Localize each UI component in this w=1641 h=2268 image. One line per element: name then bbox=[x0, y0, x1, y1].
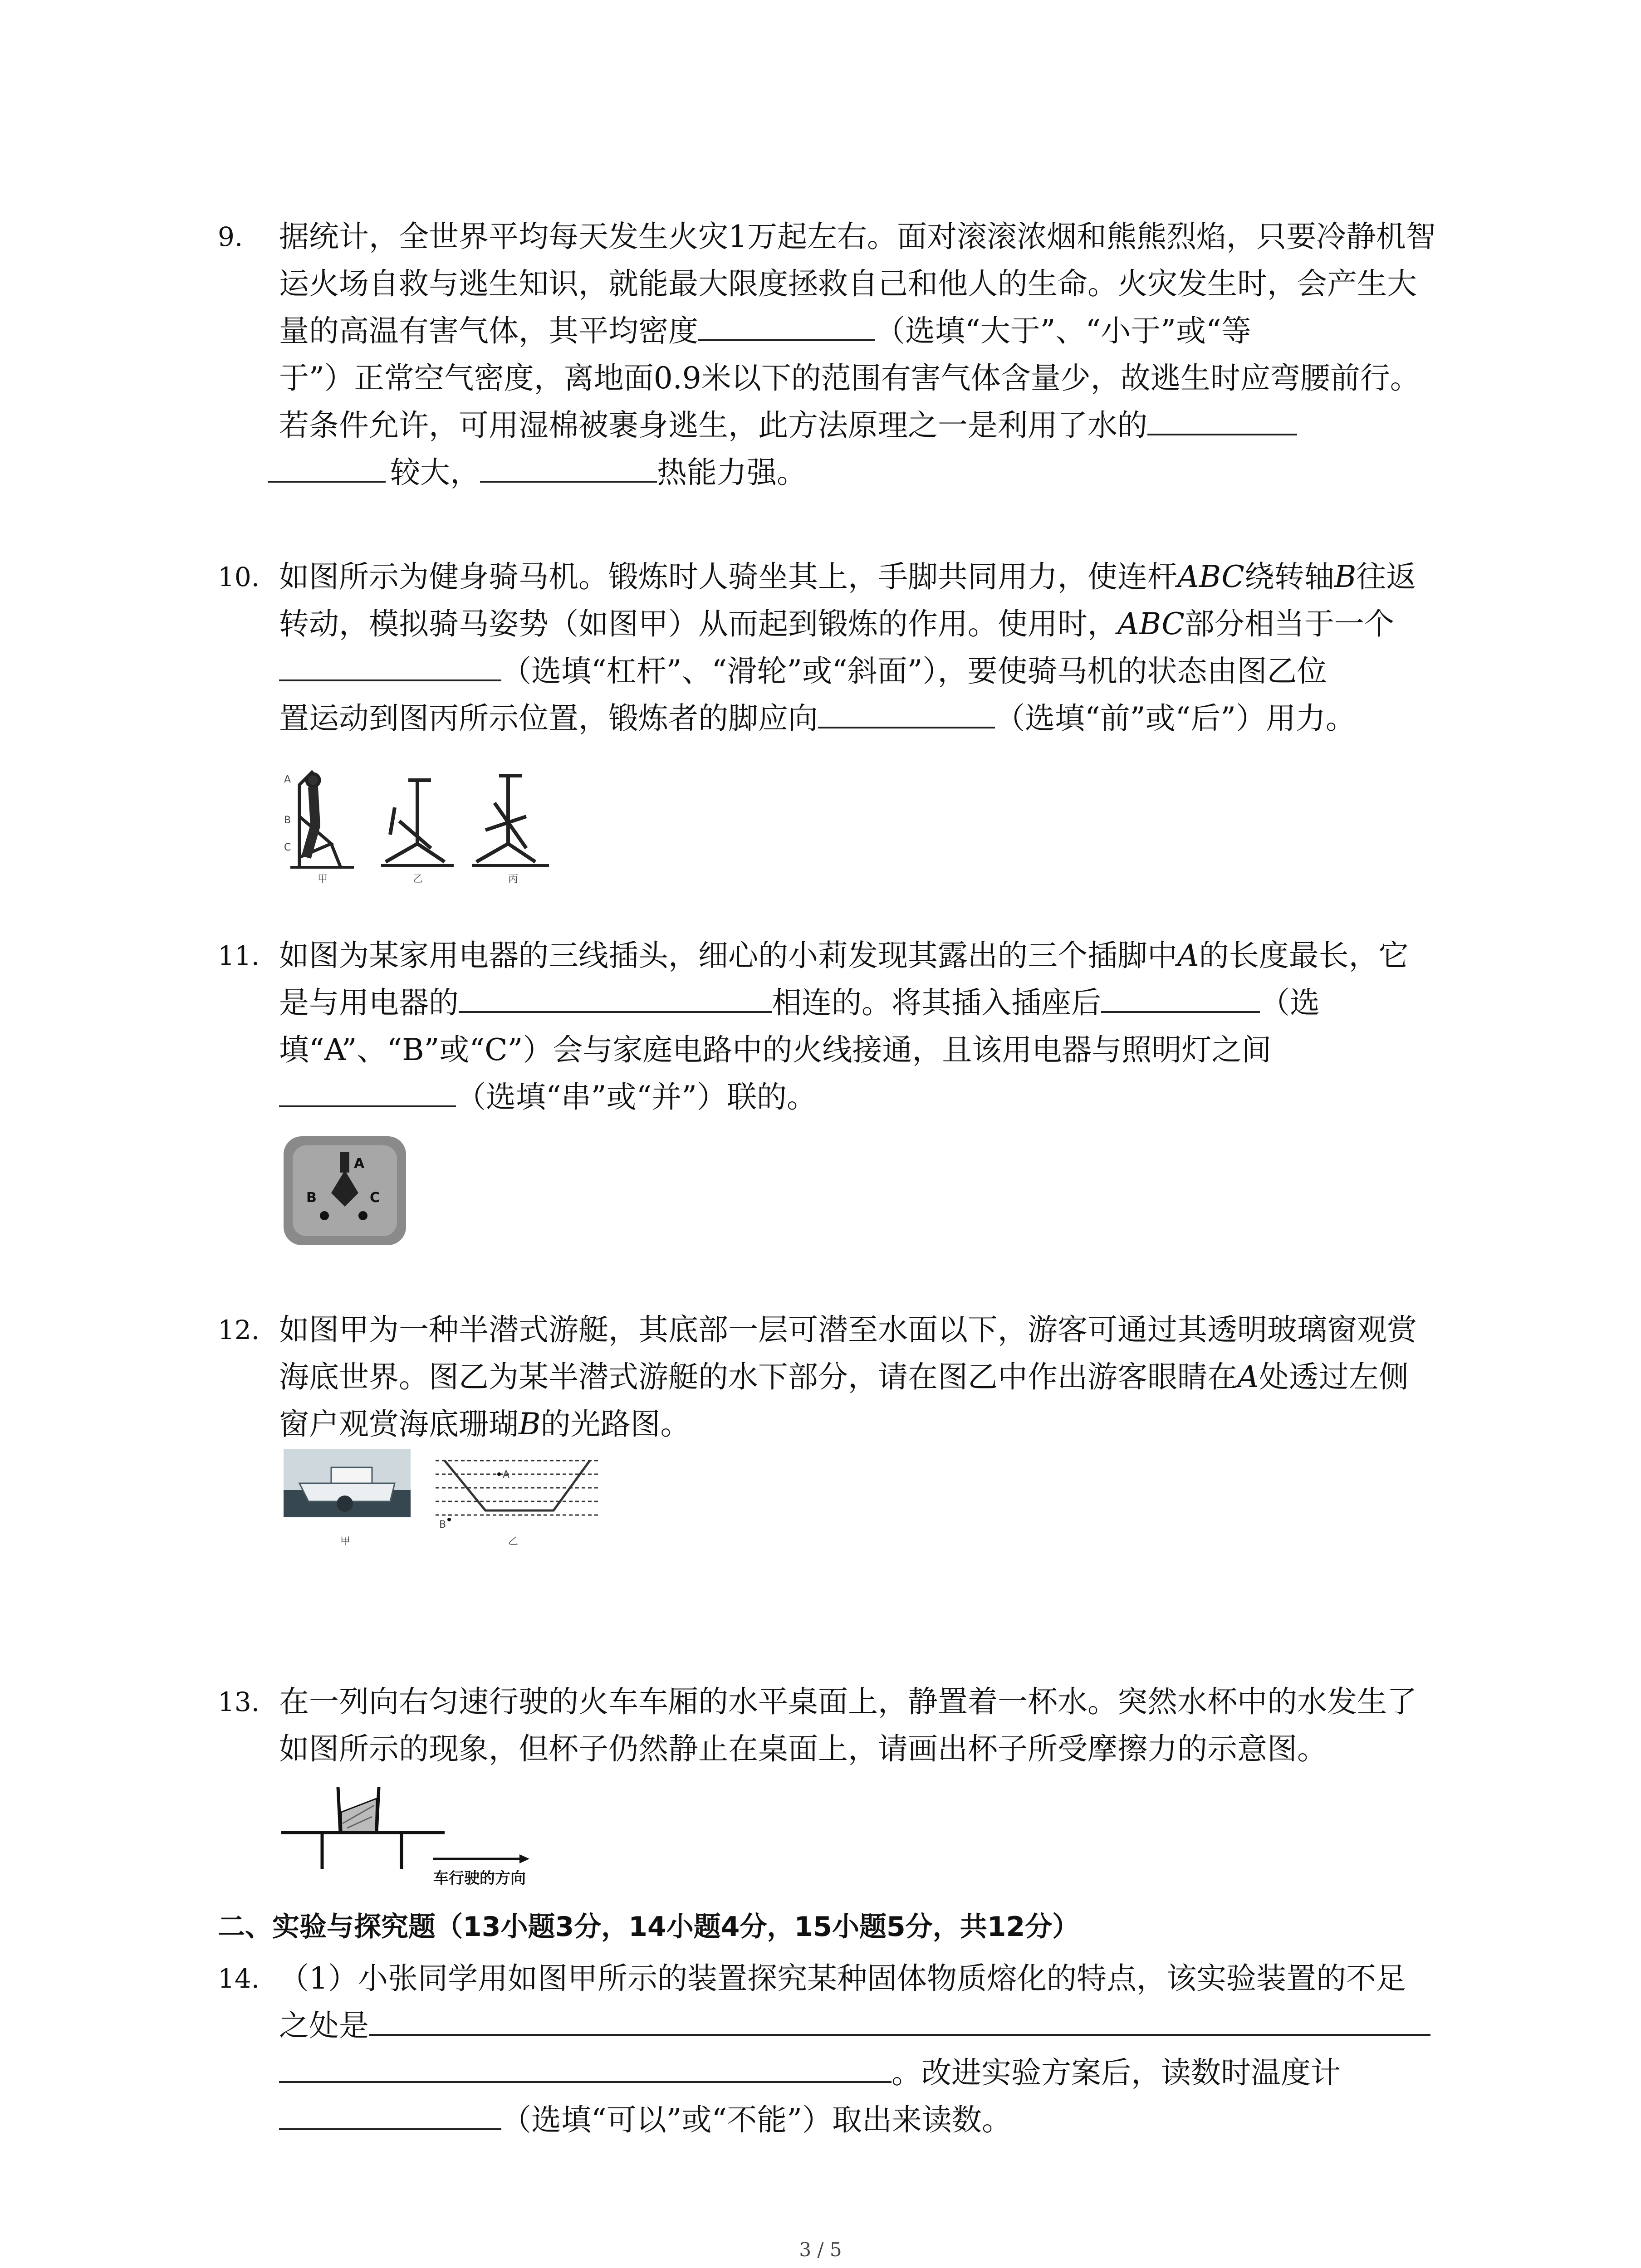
question-body bbox=[279, 932, 1461, 1121]
question-body bbox=[279, 213, 1461, 496]
text-segment: 热能力强。 bbox=[657, 455, 807, 490]
figure-caption: 甲 bbox=[318, 874, 328, 885]
text-segment: （选填“可以”或“不能”）取出来读数。 bbox=[501, 2102, 1012, 2137]
text-line bbox=[279, 449, 1461, 496]
text-segment: 往返 bbox=[1356, 559, 1416, 594]
text-line bbox=[279, 1354, 1461, 1401]
question-body bbox=[279, 1678, 1461, 1773]
point-label: B bbox=[439, 1519, 446, 1530]
text-segment: 是与用电器的 bbox=[279, 985, 459, 1020]
text-segment: B bbox=[519, 1407, 541, 1442]
text-segment: 量的高温有害气体，其平均密度 bbox=[279, 313, 698, 348]
semi-submersible-yacht-figure bbox=[281, 1447, 608, 1556]
text-line: 在一列向右匀速行驶的火车车厢的水平桌面上，静置着一杯水。突然水杯中的水发生了 bbox=[279, 1684, 1417, 1719]
text-segment: A bbox=[1177, 938, 1199, 973]
text-line bbox=[279, 2097, 1461, 2144]
question-13 bbox=[218, 1678, 1461, 1773]
text-segment: 之处是 bbox=[279, 2008, 369, 2043]
text-segment: 如图为某家用电器的三线插头，细心的小莉发现其露出的三个插脚中 bbox=[279, 938, 1177, 973]
answer-blank[interactable] bbox=[459, 983, 772, 1013]
question-10 bbox=[218, 553, 1461, 742]
water-cup-on-table-figure bbox=[279, 1778, 569, 1892]
figure-caption: 乙 bbox=[413, 874, 423, 885]
text-segment: 窗户观赏海底珊瑚 bbox=[279, 1407, 519, 1442]
question-body bbox=[279, 1306, 1461, 1448]
point-label: A bbox=[284, 774, 291, 785]
text-segment: （选填“串”或“并”）联的。 bbox=[456, 1080, 817, 1114]
text-line: （1）小张同学用如图甲所示的装置探究某种固体物质熔化的特点，该实验装置的不足 bbox=[279, 1961, 1406, 1996]
text-line: 如图甲为一种半潜式游艇，其底部一层可潜至水面以下，游客可通过其透明玻璃窗观赏 bbox=[279, 1312, 1417, 1347]
text-segment: （选 bbox=[1260, 985, 1320, 1020]
text-segment: 部分相当于一个 bbox=[1184, 606, 1394, 641]
question-number: 11. bbox=[218, 940, 260, 971]
figure-caption: 丙 bbox=[508, 874, 519, 885]
text-segment: 的长度最长，它 bbox=[1199, 938, 1409, 973]
text-segment: 转动，模拟骑马姿势（如图甲）从而起到锻炼的作用。使用时， bbox=[279, 606, 1117, 641]
answer-blank[interactable] bbox=[268, 453, 386, 483]
text-line bbox=[279, 2002, 1461, 2049]
text-segment: B bbox=[1334, 559, 1357, 594]
question-number: 12. bbox=[218, 1315, 260, 1345]
pin-label: A bbox=[354, 1156, 365, 1172]
text-segment: ABC bbox=[1117, 606, 1185, 641]
text-segment: （选填“杠杆”、“滑轮”或“斜面”），要使骑马机的状态由图乙位 bbox=[501, 654, 1327, 689]
text-segment: 相连的。将其插入插座后 bbox=[772, 985, 1101, 1020]
answer-blank[interactable] bbox=[1101, 983, 1260, 1013]
text-segment: （选填“前”或“后”）用力。 bbox=[995, 701, 1356, 736]
answer-blank[interactable] bbox=[279, 2053, 892, 2083]
question-14 bbox=[218, 1955, 1461, 2144]
answer-blank[interactable] bbox=[698, 311, 875, 341]
text-line bbox=[279, 648, 1461, 695]
question-9 bbox=[218, 213, 1461, 496]
question-body bbox=[279, 553, 1461, 742]
text-segment: ABC bbox=[1177, 559, 1244, 594]
text-segment: A bbox=[1237, 1359, 1259, 1394]
question-number: 9. bbox=[218, 221, 243, 252]
text-line: 据统计，全世界平均每天发生火灾1万起左右。面对滚滚浓烟和熊熊烈焰，只要冷静机智 bbox=[279, 219, 1436, 254]
question-number: 14. bbox=[218, 1963, 260, 1994]
answer-blank[interactable] bbox=[1147, 406, 1297, 435]
answer-blank[interactable] bbox=[279, 2100, 501, 2130]
pin-label: B bbox=[306, 1190, 317, 1206]
question-11 bbox=[218, 932, 1461, 1121]
text-segment: 海底世界。图乙为某半潜式游艇的水下部分，请在图乙中作出游客眼睛在 bbox=[279, 1359, 1237, 1394]
text-segment: 的光路图。 bbox=[540, 1407, 691, 1442]
figure-caption: 乙 bbox=[508, 1536, 519, 1547]
figure-caption: 甲 bbox=[340, 1536, 351, 1547]
text-segment: （选填“大于”、“小于”或“等 bbox=[875, 313, 1251, 348]
text-line: 填“A”、“B”或“C”）会与家庭电路中的火线接通，且该用电器与照明灯之间 bbox=[279, 1032, 1272, 1067]
answer-blank[interactable] bbox=[279, 1077, 456, 1107]
text-line bbox=[279, 601, 1461, 648]
text-line bbox=[279, 1074, 1461, 1121]
point-label: A bbox=[503, 1469, 510, 1481]
answer-blank[interactable] bbox=[480, 453, 657, 483]
text-line bbox=[279, 308, 1461, 355]
text-line bbox=[279, 979, 1461, 1026]
question-number: 13. bbox=[218, 1686, 260, 1717]
text-segment: 如图所示为健身骑马机。锻炼时人骑坐其上，手脚共同用力，使连杆 bbox=[279, 559, 1177, 594]
text-line bbox=[279, 2049, 1461, 2097]
text-line bbox=[279, 402, 1461, 449]
text-line: 运火场自救与逃生知识，就能最大限度拯救自己和他人的生命。火灾发生时，会产生大 bbox=[279, 266, 1417, 301]
text-line bbox=[279, 695, 1461, 742]
text-line: 于”）正常空气密度，离地面0.9米以下的范围有害气体含量少，故逃生时应弯腰前行。 bbox=[279, 361, 1420, 396]
question-12 bbox=[218, 1306, 1461, 1448]
text-line bbox=[279, 553, 1461, 601]
text-segment: 较大， bbox=[390, 455, 480, 490]
three-pin-plug-figure bbox=[281, 1134, 408, 1247]
direction-label: 车行驶的方向 bbox=[433, 1869, 526, 1887]
pin-label: C bbox=[370, 1190, 380, 1206]
text-segment: 处透过左侧 bbox=[1259, 1359, 1409, 1394]
answer-blank[interactable] bbox=[818, 699, 995, 728]
text-line: 如图所示的现象，但杯子仍然静止在桌面上，请画出杯子所受摩擦力的示意图。 bbox=[279, 1731, 1327, 1766]
answer-blank[interactable] bbox=[279, 651, 501, 681]
text-segment: 。改进实验方案后，读数时温度计 bbox=[892, 2055, 1341, 2090]
answer-blank[interactable] bbox=[369, 2006, 1430, 2036]
horse-riding-machine-figure bbox=[281, 753, 563, 885]
point-label: C bbox=[284, 842, 291, 853]
text-segment: 若条件允许，可用湿棉被裹身逃生，此方法原理之一是利用了水的 bbox=[279, 408, 1147, 443]
section-heading: 二、实验与探究题（13小题3分，14小题4分，15小题5分，共12分） bbox=[218, 1911, 1080, 1943]
text-line bbox=[279, 932, 1461, 979]
point-label: B bbox=[284, 815, 291, 826]
text-segment: 置运动到图丙所示位置，锻炼者的脚应向 bbox=[279, 701, 818, 736]
question-body bbox=[279, 1955, 1461, 2144]
page-number: 3 / 5 bbox=[799, 2239, 842, 2261]
question-number: 10. bbox=[218, 562, 260, 592]
text-line bbox=[279, 1401, 1461, 1448]
text-segment: 绕转轴 bbox=[1244, 559, 1334, 594]
